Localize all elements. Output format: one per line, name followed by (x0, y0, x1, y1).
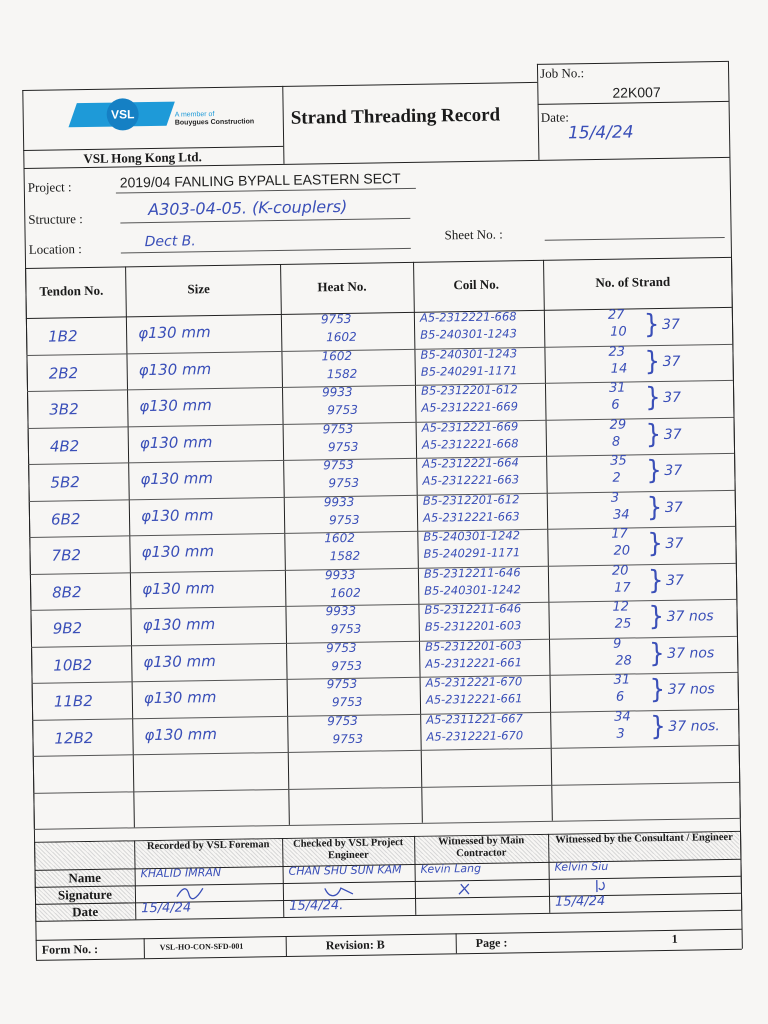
heat-no-1: 9933 (321, 384, 353, 400)
table-header: No. of Strand (595, 273, 671, 291)
location-label: Location : (28, 241, 82, 257)
tendon-no: 11B2 (53, 691, 93, 711)
brace-icon: } (648, 600, 665, 632)
signoff-header: Witnessed by the Consultant / Engineer (555, 831, 733, 846)
signoff-row-label: Signature (57, 886, 113, 903)
frame-top-left (22, 82, 537, 91)
signoff-date: 15/4/24. (289, 898, 344, 914)
footer-div-1 (144, 938, 145, 958)
heat-no-2: 1602 (330, 585, 361, 600)
footer-top (36, 929, 742, 941)
brace-icon: } (644, 345, 661, 377)
page-value: 1 (671, 931, 678, 946)
date-label: Date: (540, 109, 570, 125)
table-header: Coil No. (453, 276, 500, 293)
coil-no-1: A5-2312221-670 (425, 674, 523, 690)
vsl-logo-icon: VSL (106, 98, 138, 130)
strand-count-1: 31 (613, 672, 631, 688)
signoff-name: CHAN SHU SUN KAM (288, 863, 402, 878)
brace-icon: } (643, 308, 660, 340)
brace-icon: } (645, 418, 662, 450)
signoff-col-line (740, 831, 742, 910)
signoff-name: KHALID IMRAN (140, 865, 222, 881)
coil-no-2: A5-2312221-668 (421, 435, 519, 452)
table-head-line (26, 307, 732, 319)
strand-total: 37 nos (667, 681, 715, 698)
structure-value: A303-04-05. (K-couplers) (148, 196, 348, 220)
signoff-date: 15/4/24 (141, 900, 192, 917)
strand-count-1: 3 (610, 490, 620, 506)
header-divider-2 (537, 82, 539, 160)
signoff-row-label: Name (68, 869, 102, 886)
heat-no-1: 9753 (320, 311, 352, 327)
table-row-line (33, 745, 739, 757)
heat-no-1: 1602 (324, 530, 356, 546)
heat-no-2: 9753 (330, 621, 362, 637)
table-col-line (25, 268, 35, 829)
coil-no-1: B5-2312211-646 (423, 564, 521, 581)
signoff-name: Kelvin Siu (554, 859, 609, 874)
table-row-line (30, 599, 736, 611)
coil-no-1: A5-2311221-667 (426, 710, 523, 727)
strand-count-2: 34 (612, 507, 630, 523)
form-no-label: Form No. : (41, 941, 99, 957)
coil-no-1: A5-2312221-669 (421, 418, 519, 435)
strand-total: 37 (661, 316, 681, 333)
tendon-no: 6B2 (50, 509, 81, 529)
strand-count-2: 20 (613, 543, 631, 559)
heat-no-2: 1602 (326, 329, 357, 345)
member-line-2: Bouygues Construction (174, 118, 255, 127)
member-line-1: A member of (174, 110, 215, 119)
structure-label: Structure : (28, 211, 83, 227)
heat-no-1: 9753 (326, 676, 358, 692)
table-row-line (28, 416, 734, 428)
tendon-no: 8B2 (52, 582, 82, 602)
footer-div-3 (456, 933, 457, 953)
strand-count-1: 12 (612, 599, 630, 615)
footer-div-2 (286, 936, 287, 956)
heat-no-2: 9753 (331, 658, 363, 673)
heat-no-1: 9933 (325, 603, 357, 619)
table-col-line (280, 264, 290, 825)
tendon-no: 12B2 (54, 728, 94, 748)
strand-total: 37 nos (666, 608, 714, 625)
strand-count-2: 3 (616, 726, 625, 742)
signoff-head-shade (35, 841, 133, 870)
brace-icon: } (644, 381, 661, 413)
heat-no-1: 9933 (324, 567, 356, 582)
strand-count-2: 10 (610, 324, 627, 340)
header-divider-1 (282, 86, 284, 164)
brace-icon: } (647, 564, 664, 596)
project-value: 2019/04 FANLING BYPALL EASTERN SECT (119, 170, 401, 191)
form-title: Strand Threading Record (290, 104, 501, 129)
signoff-row-label: Date (72, 903, 99, 920)
heat-no-2: 9753 (328, 512, 360, 527)
strand-total: 37 (664, 462, 683, 479)
revision: Revision: B (325, 937, 385, 953)
signature-mark (175, 884, 211, 902)
project-label: Project : (27, 179, 72, 195)
coil-no-1: B5-2312201-612 (420, 382, 518, 398)
heat-no-1: 9753 (323, 457, 354, 473)
heat-no-2: 1582 (329, 548, 361, 564)
signoff-header: Recorded by VSL Foreman (146, 839, 270, 853)
tendon-size: φ130 mm (143, 688, 217, 708)
table-row-line (29, 526, 735, 538)
table-row-line (28, 453, 734, 465)
tendon-size: φ130 mm (142, 615, 216, 635)
coil-no-2: A5-2312221-670 (426, 727, 524, 744)
sheet-underline (545, 237, 725, 241)
strand-count-2: 6 (611, 397, 620, 413)
tendon-no: 3B2 (49, 400, 79, 419)
tendon-size: φ130 mm (138, 359, 212, 379)
table-col-line (125, 266, 135, 827)
strand-count-1: 17 (611, 526, 628, 542)
coil-no-2: B5-240291-1171 (420, 362, 518, 379)
heat-no-2: 9753 (327, 439, 359, 454)
signature-mark (589, 878, 625, 896)
strand-total: 37 (665, 535, 684, 552)
heat-no-2: 9753 (327, 402, 359, 418)
table-col-line (731, 257, 741, 818)
coil-no-1: B5-2312211-646 (424, 601, 522, 617)
form-no-value: VSL-HO-CON-SFD-001 (159, 941, 244, 952)
tendon-size: φ130 mm (143, 651, 216, 671)
table-col-line (543, 260, 553, 821)
tendon-no: 4B2 (49, 436, 80, 456)
coil-no-1: A5-2312221-668 (419, 309, 517, 325)
strand-count-1: 23 (608, 344, 626, 360)
table-header: Tendon No. (39, 282, 104, 299)
strand-total: 37 nos. (668, 717, 720, 735)
strand-total: 37 (662, 353, 681, 370)
coil-no-1: B5-2312201-612 (422, 491, 520, 508)
footer-bottom (36, 949, 742, 961)
coil-no-2: A5-2312221-669 (421, 399, 519, 415)
brace-icon: } (648, 637, 665, 669)
strand-count-2: 17 (614, 580, 631, 596)
frame-job-left (537, 64, 538, 82)
job-label: Job No.: (539, 65, 585, 81)
heat-no-2: 1582 (326, 366, 358, 381)
job-number: 22K007 (612, 83, 661, 101)
strand-count-1: 20 (611, 563, 629, 579)
strand-count-1: 31 (608, 380, 626, 396)
table-row-line (29, 489, 735, 501)
page-label: Page : (475, 935, 508, 950)
strand-count-1: 34 (614, 709, 631, 725)
coil-no-1: A5-2312221-664 (422, 455, 519, 471)
brace-icon: } (649, 673, 666, 705)
tendon-no: 1B2 (48, 327, 78, 346)
strand-count-1: 27 (607, 307, 625, 323)
table-row-line (26, 343, 732, 355)
header-date-value: 15/4/24 (567, 122, 634, 144)
sheet-label: Sheet No. : (444, 226, 503, 243)
table-row-line (33, 781, 739, 793)
frame-top-right (537, 61, 728, 65)
table-col-line (413, 262, 423, 823)
coil-no-1: B5-240301-1242 (423, 528, 521, 544)
strand-total: 37 (665, 572, 685, 589)
tendon-no: 5B2 (50, 473, 80, 492)
coil-no-2: A5-2312221-663 (422, 472, 520, 488)
strand-count-1: 9 (612, 636, 622, 652)
tendon-size: φ130 mm (141, 542, 215, 562)
heat-no-1: 1602 (321, 348, 353, 363)
job-divider (538, 101, 729, 105)
tendon-size: φ130 mm (137, 323, 211, 343)
coil-no-2: B5-240301-1242 (424, 581, 521, 598)
project-bottom (25, 257, 731, 269)
signoff-header: Witnessed by Main Contractor (437, 835, 525, 860)
signature-mark (323, 882, 359, 900)
signoff-date: 15/4/24 (554, 893, 606, 910)
heat-no-1: 9753 (325, 640, 357, 655)
strand-threading-form (22, 61, 742, 960)
strand-total: 37 (663, 389, 682, 406)
signature-mark (455, 880, 491, 898)
strand-count-2: 14 (610, 361, 628, 377)
table-row-line (30, 562, 736, 574)
coil-no-2: A5-2312221-663 (422, 508, 520, 525)
table-header: Heat No. (317, 278, 367, 295)
strand-total: 37 (664, 499, 683, 516)
strand-count-2: 2 (612, 470, 621, 486)
heat-no-2: 9753 (328, 475, 360, 491)
strand-total: 37 (663, 426, 682, 443)
company-name: VSL Hong Kong Ltd. (83, 149, 202, 167)
strand-count-1: 35 (610, 453, 627, 469)
table-row-line (32, 672, 738, 684)
tendon-size: φ130 mm (139, 432, 213, 452)
tendon-no: 2B2 (48, 363, 79, 383)
tendon-no: 7B2 (51, 546, 82, 565)
coil-no-1: B5-2312201-603 (424, 637, 522, 654)
tendon-size: φ130 mm (140, 505, 214, 525)
table-row-line (32, 708, 738, 720)
strand-count-2: 8 (611, 434, 621, 450)
table-header: Size (187, 281, 210, 297)
strand-count-1: 29 (609, 417, 627, 433)
tendon-size: φ130 mm (144, 724, 218, 744)
coil-no-2: A5-2312221-661 (425, 654, 523, 671)
heat-no-1: 9753 (327, 713, 358, 728)
heat-no-2: 9753 (331, 694, 363, 710)
table-row-line (27, 380, 733, 392)
coil-no-1: B5-240301-1243 (420, 345, 518, 362)
coil-no-2: A5-2312221-661 (425, 691, 523, 707)
location-value: Dect B. (144, 233, 196, 251)
tendon-size: φ130 mm (139, 396, 212, 416)
tendon-no: 9B2 (52, 619, 83, 638)
heat-no-1: 9753 (322, 421, 354, 436)
strand-total: 37 nos (667, 644, 715, 662)
tendon-size: φ130 mm (140, 469, 214, 489)
brace-icon: } (650, 710, 666, 742)
brace-icon: } (647, 527, 664, 559)
strand-count-2: 25 (614, 616, 632, 632)
coil-no-2: B5-240301-1243 (420, 326, 517, 342)
table-row-line (31, 635, 737, 647)
brace-icon: } (646, 491, 663, 523)
heat-no-2: 9753 (332, 731, 364, 746)
heat-no-1: 9933 (323, 494, 355, 509)
strand-count-2: 28 (615, 652, 632, 669)
coil-no-2: B5-240291-1171 (423, 545, 521, 561)
brace-icon: } (646, 454, 662, 486)
signoff-name: Kevin Lang (420, 861, 482, 876)
coil-no-2: B5-2312201-603 (424, 618, 522, 634)
tendon-size: φ130 mm (141, 578, 215, 598)
signoff-header: Checked by VSL Project Engineer (293, 837, 404, 862)
strand-count-2: 6 (615, 689, 625, 705)
tendon-no: 10B2 (53, 655, 93, 675)
table-row-line (34, 818, 740, 830)
